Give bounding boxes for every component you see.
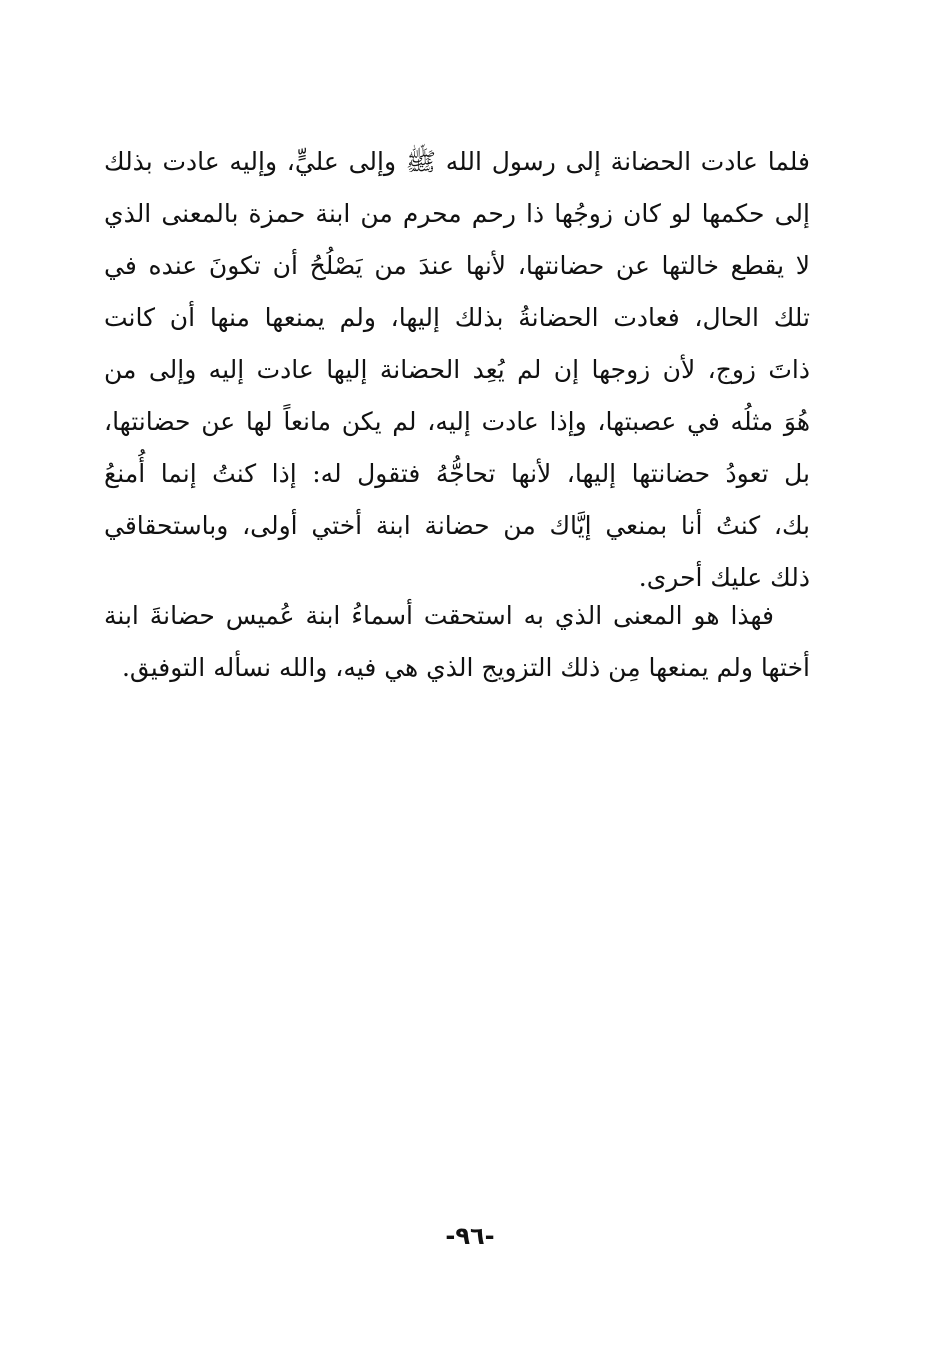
text-line: بل تعودُ حضانتها إليها، لأنها تحاجُّهُ فتقول له: إذا كنتُ إنما أُمنعُ: [104, 459, 810, 488]
text-line: فهذا هو المعنى الذي به استحقت أسماءُ ابنة عُميس حضانةَ ابنة: [104, 601, 774, 630]
text-line: بك، كنتُ أنا بمنعي إيَّاك من حضانة ابنة أختي أولى، وباستحقاقي: [104, 511, 810, 540]
text-line: هُوَ مثلُه في عصبتها، وإذا عادت إليه، لم يكن مانعاً لها عن حضانتها،: [104, 407, 810, 436]
text-line: ذلك عليك أحرى.: [638, 563, 810, 592]
text-line: فلما عادت الحضانة إلى رسول الله ﷺ وإلى عليٍّ، وإليه عادت بذلك: [104, 147, 810, 176]
page-number: -٩٦-: [445, 1222, 495, 1250]
text-line: أختها ولم يمنعها مِن ذلك التزويج الذي هي فيه، والله نسأله التوفيق.: [121, 653, 810, 682]
text-line: لا يقطع خالتها عن حضانتها، لأنها عندَ من يَصْلُحُ أن تكونَ عنده في: [104, 251, 810, 280]
text-line: ذاتَ زوج، لأن زوجها إن لم يُعِد الحضانة إليها عادت إليه وإلى من: [104, 355, 810, 384]
text-line: تلك الحال، فعادت الحضانةُ بذلك إليها، ولم يمنعها منها أن كانت: [104, 303, 810, 332]
paragraph-1: [104, 136, 810, 604]
text-line: إلى حكمها لو كان زوجُها ذا رحم محرم من ابنة حمزة بالمعنى الذي: [104, 199, 810, 228]
paragraph-2: [104, 590, 810, 694]
